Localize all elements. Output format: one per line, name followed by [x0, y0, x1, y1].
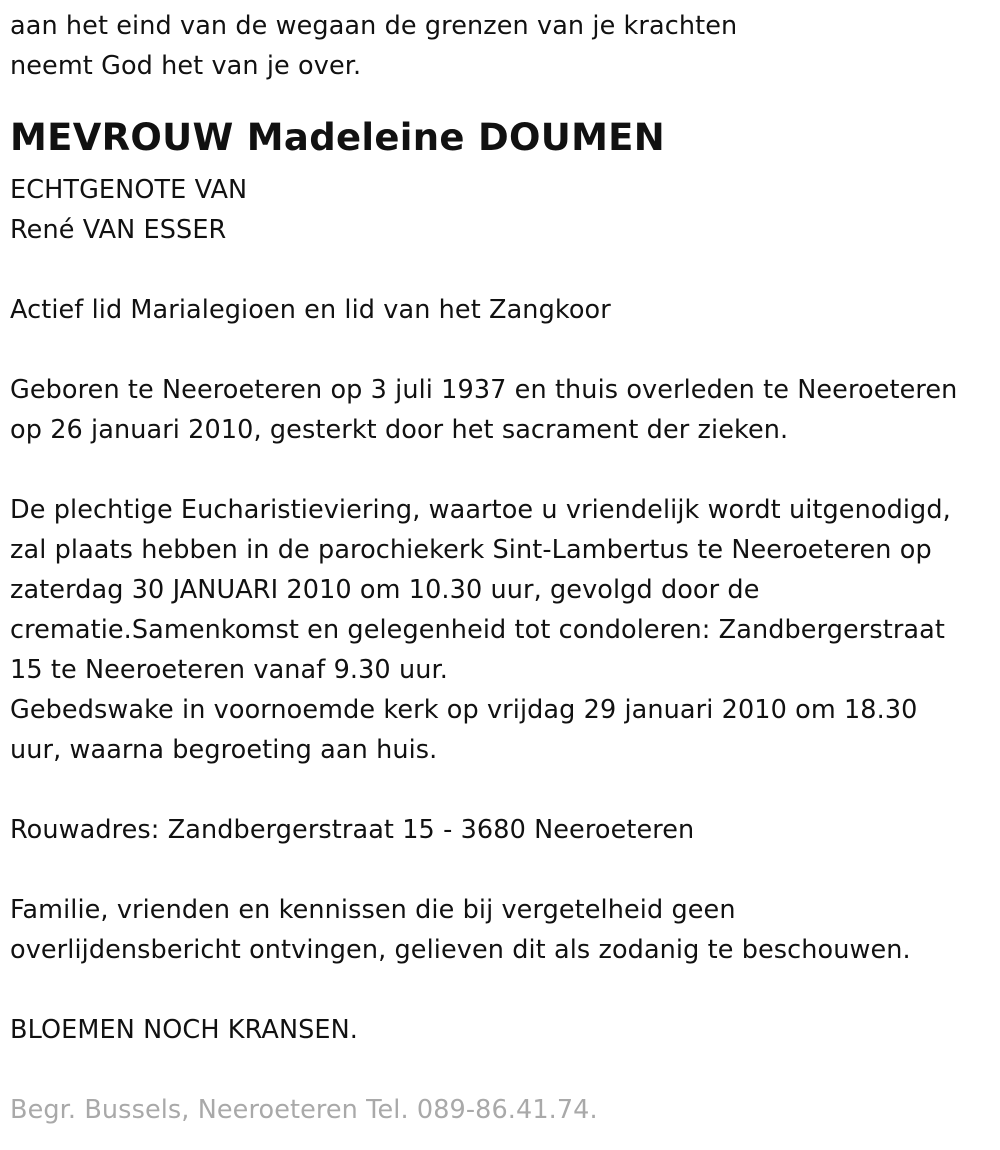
paragraph-line: zaterdag 30 JANUARI 2010 om 10.30 uur, gevolgd door de [10, 575, 760, 605]
birth-death-paragraph [10, 370, 995, 450]
paragraph-line: 15 te Neeroeteren vanaf 9.30 uur. [10, 655, 448, 685]
paragraph-line: De plechtige Eucharistieviering, waartoe u vriendelijk wordt uitgenodigd, [10, 495, 951, 525]
paragraph-line: overlijdensbericht ontvingen, gelieven dit als zodanig te beschouwen. [10, 935, 911, 965]
notice-paragraph [10, 890, 995, 970]
paragraph-line: Familie, vrienden en kennissen die bij vergetelheid geen [10, 895, 736, 925]
poem-line: aan het eind van de wegaan de grenzen van je krachten [10, 11, 738, 41]
paragraph-line: op 26 januari 2010, gesterkt door het sacrament der zieken. [10, 415, 789, 445]
relation-label: ECHTGENOTE VAN [10, 175, 248, 205]
deceased-name: MEVROUW Madeleine DOUMEN [10, 116, 666, 159]
funeral-home-footer: Begr. Bussels, Neeroeteren Tel. 089-86.41.74. [10, 1095, 598, 1125]
paragraph-line: crematie.Samenkomst en gelegenheid tot condoleren: Zandbergerstraat [10, 615, 945, 645]
paragraph-line: uur, waarna begroeting aan huis. [10, 735, 438, 765]
ceremony-paragraph [10, 490, 995, 770]
mourning-address: Rouwadres: Zandbergerstraat 15 - 3680 Neeroeteren [10, 815, 695, 845]
obituary-document [10, 6, 995, 1130]
poem-line: neemt God het van je over. [10, 51, 362, 81]
paragraph-line: Geboren te Neeroeteren op 3 juli 1937 en thuis overleden te Neeroeteren [10, 375, 958, 405]
paragraph-line: zal plaats hebben in de parochiekerk Sint-Lambertus te Neeroeteren op [10, 535, 932, 565]
flowers-notice: BLOEMEN NOCH KRANSEN. [10, 1015, 359, 1045]
paragraph-line: Gebedswake in voornoemde kerk op vrijdag 29 januari 2010 om 18.30 [10, 695, 918, 725]
poem [10, 6, 995, 86]
spouse-name: René VAN ESSER [10, 215, 227, 245]
activity-text: Actief lid Marialegioen en lid van het Zangkoor [10, 295, 611, 325]
